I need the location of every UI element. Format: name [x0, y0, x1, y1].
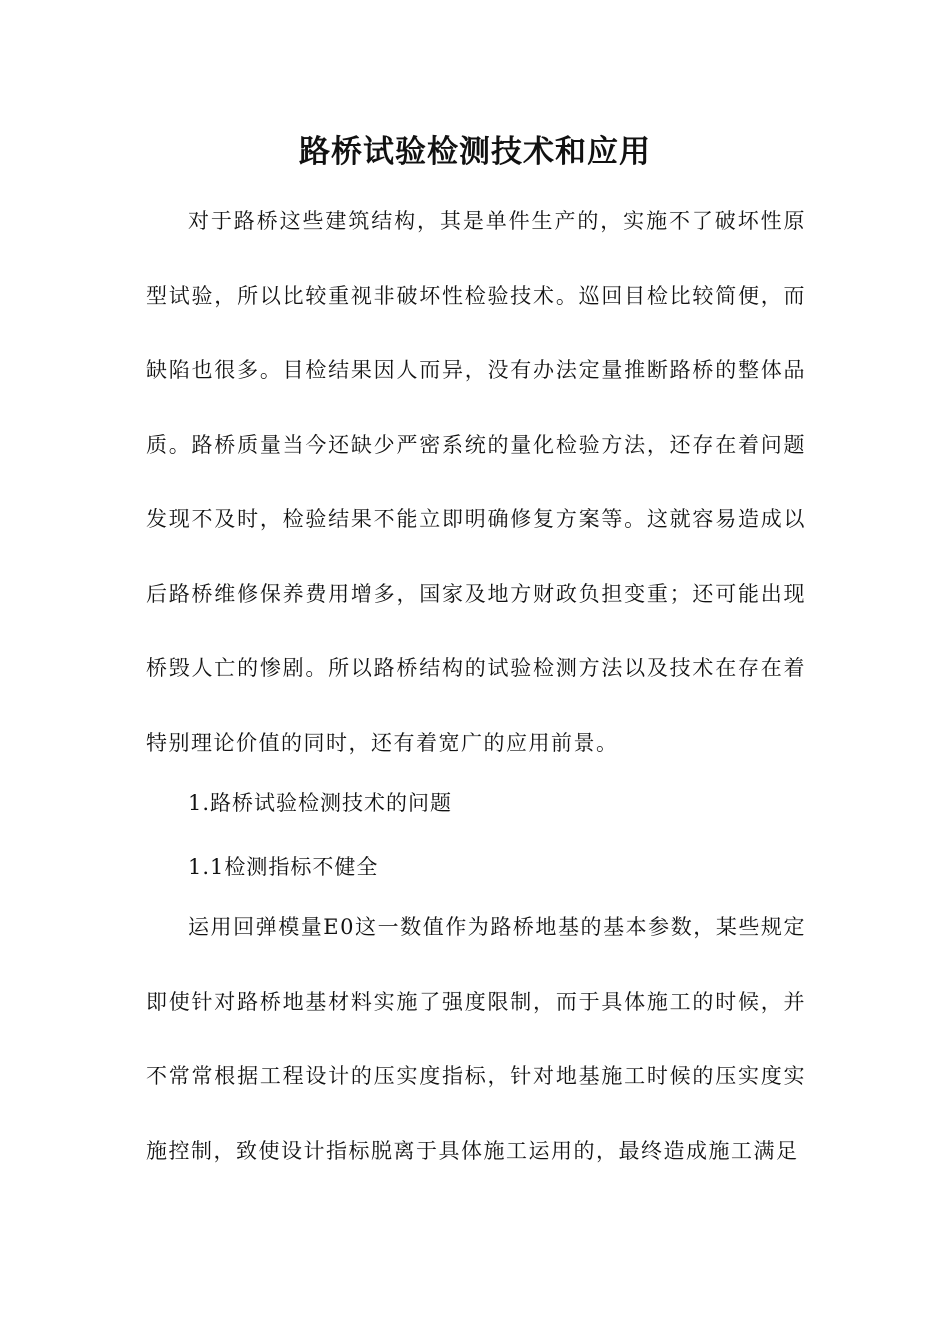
paragraph-intro: 对于路桥这些建筑结构，其是单件生产的，实施不了破坏性原型试验，所以比较重视非破坏性检验技术。巡回目检比较简便，而缺陷也很多。目检结果因人而异，没有办法定量推断路桥的整体品质。路桥质量当今还缺少严密系统的量化检验方法，还存在着问题发现不及时，检验结果不能立即明确修复方案等。这就容易造成以后路桥维修保养费用增多，国家及地方财政负担变重；还可能出现桥毁人亡的惨剧。所以路桥结构的试验检测方法以及技术在存在着特别理论价值的同时，还有着宽广的应用前景。: [146, 209, 806, 755]
document-title: 路桥试验检测技术和应用: [299, 134, 651, 170]
section-heading-1: 1.路桥试验检测技术的问题: [188, 791, 453, 815]
subsection-heading-1-1: 1.1检测指标不健全: [188, 855, 379, 879]
paragraph-detection-index: 运用回弹模量E0这一数值作为路桥地基的基本参数，某些规定即使针对路桥地基材料实施了强度限制，而于具体施工的时候，并不常常根据工程设计的压实度指标，针对地基施工时候的压实度实施控制，致使设计指标脱离于具体施工运用的，最终造成施工满足: [146, 915, 806, 1163]
